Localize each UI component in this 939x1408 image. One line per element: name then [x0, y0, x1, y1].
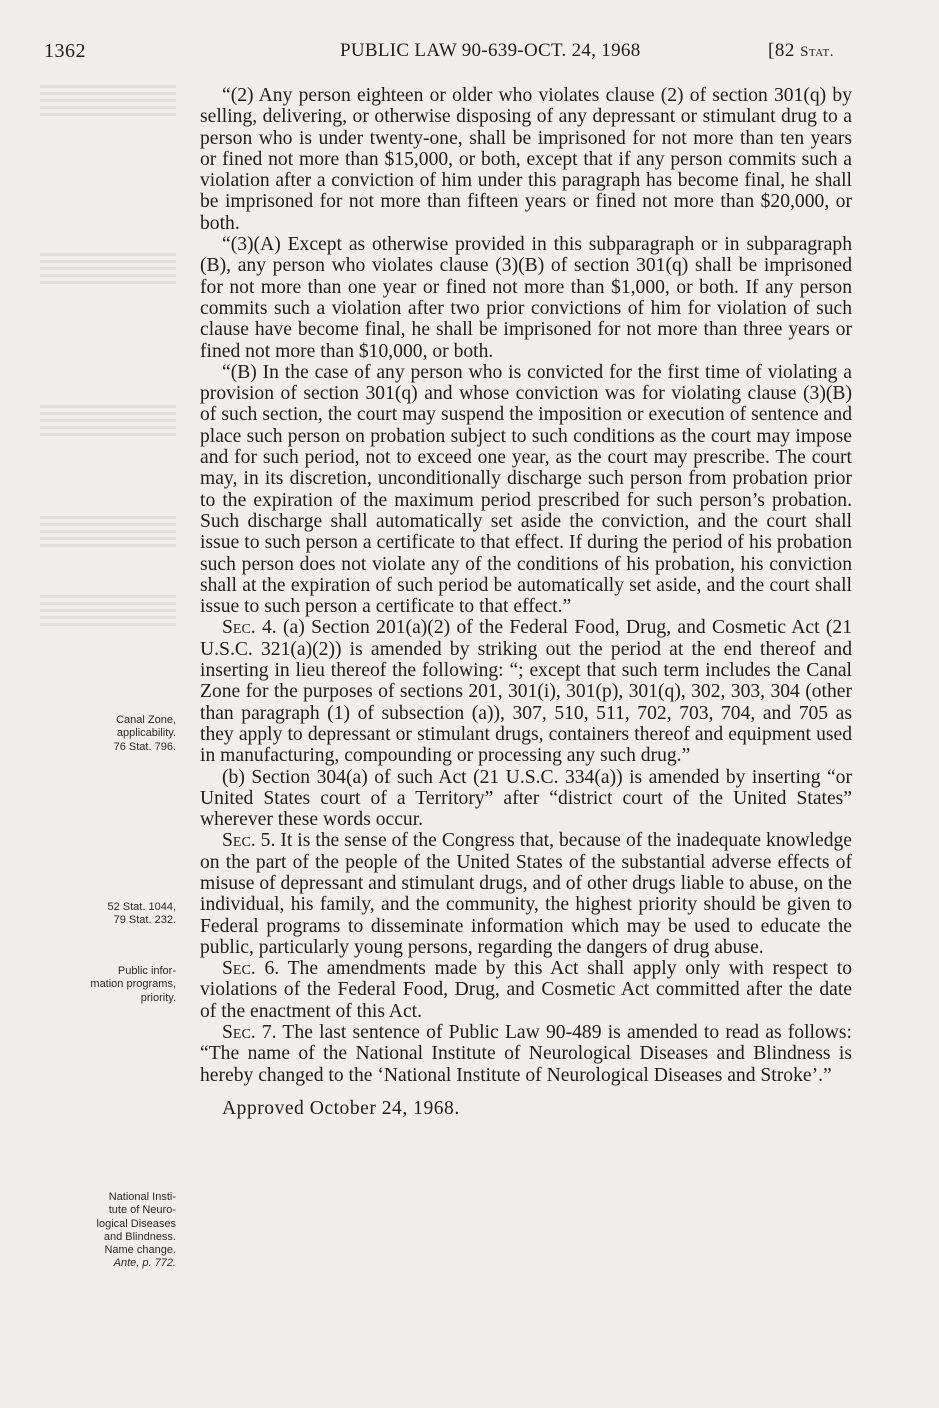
paragraph-2: “(2) Any person eighteen or older who violates clause (2) of section 301(q) by selling, delivering, or otherwise disposing of any depressant or stimulant drug to a person who is under twenty-one, shall be imprisoned for not more than ten years or fined not more than $15,000, or both, except that if any person commits such a violation after a conviction of him under this paragraph has become final, he shall be imprisoned for not more than fifteen years or fined not more than $20,000, or both.: [200, 85, 852, 234]
bleed-through-mark: [40, 402, 176, 436]
bleed-through-mark: [40, 513, 176, 547]
bleed-through-mark: [40, 592, 176, 626]
section-5: Sec. 5. It is the sense of the Congress that, because of the inadequate knowledge on the part of the people of the United States of the substantial adverse effects of misuse of depressant and stimulant drugs, and of other drugs liable to abuse, on the individual, his family, and the community, the highest priority should be given to Federal programs to disseminate information which may be used to educate the public, particularly young persons, regarding the dangers of drug abuse.: [200, 830, 852, 958]
statute-reference: [768, 40, 834, 62]
section-7: Sec. 7. The last sentence of Public Law 90-489 is amended to read as follows: “The name of the National Institute of Neurological Diseases and Blindness is hereby changed to the ‘National Institute of Neurological Diseases and Stroke’.”: [200, 1022, 852, 1086]
approval-line: Approved October 24, 1968.: [222, 1097, 460, 1119]
margin-note-national-institute: National Insti- tute of Neuro- logical Diseases and Blindness. Name change. Ante, p. 772.: [96, 1191, 176, 1270]
section-6: Sec. 6. The amendments made by this Act shall apply only with respect to violations of the Federal Food, Drug, and Cosmetic Act committed after the date of the enactment of this Act.: [200, 958, 852, 1022]
running-header: [0, 36, 939, 66]
statute-word: Stat.: [800, 44, 834, 60]
bleed-through-mark: [40, 250, 176, 284]
paragraph-3a: “(3)(A) Except as otherwise provided in this subparagraph or in subparagraph (B), any person who violates clause (3)(B) of section 301(q) shall be imprisoned for not more than one year or fined not more than $1,000, or both. If any person commits such a violation after two prior convictions of him for violation of such clause have become final, he shall be imprisoned for not more than three years or fined not more than $10,000, or both.: [200, 234, 852, 362]
section-4a: Sec. 4. (a) Section 201(a)(2) of the Federal Food, Drug, and Cosmetic Act (21 U.S.C. 321(a)(2)) is amended by striking out the period at the end thereof and inserting in lieu thereof the following: “; except that such term includes the Canal Zone for the purposes of sections 201, 301(i), 301(p), 301(q), 302, 303, 304 (other than paragraph (1) of subsection (a)), 307, 510, 511, 702, 703, 704, and 705 as they apply to depressant or stimulant drugs, containers thereof and equipment used in manufacturing, compounding or processing any such drug.”: [200, 617, 852, 767]
statute-volume: [82: [768, 40, 801, 61]
body-text: [200, 85, 852, 1119]
margin-note-stat-reference: 52 Stat. 1044, 79 Stat. 232.: [107, 901, 176, 927]
bleed-through-mark: [40, 82, 176, 116]
header-title: PUBLIC LAW 90-639-OCT. 24, 1968: [340, 40, 641, 61]
paragraph-3b: “(B) In the case of any person who is convicted for the first time of violating a provision of section 301(q) and whose conviction was for violating clause (3)(B) of such section, the court may suspend the imposition or execution of sentence and place such person on probation subject to such conditions as the court may impose and for such period, not to exceed one year, as the court may prescribe. The court may, in its discretion, unconditionally discharge such person from probation prior to the expiration of the maximum period prescribed for such person’s probation. Such discharge shall automatically set aside the conviction, and the court shall issue to such person a certificate to that effect. If during the period of his probation such person does not violate any of the conditions of his probation, his conviction shall at the expiration of such period be automatically set aside, and the court shall issue to such person a certificate to that effect.”: [200, 361, 852, 618]
margin-note-public-information: Public infor- mation programs, priority.: [90, 965, 176, 1004]
section-4b: (b) Section 304(a) of such Act (21 U.S.C. 334(a)) is amended by inserting “or United States court of a Territory” after “district court of the United States” wherever these words occur.: [200, 766, 852, 831]
margin-note-canal-zone: Canal Zone, applicability. 76 Stat. 796.: [113, 714, 176, 753]
page-number: 1362: [44, 40, 86, 62]
